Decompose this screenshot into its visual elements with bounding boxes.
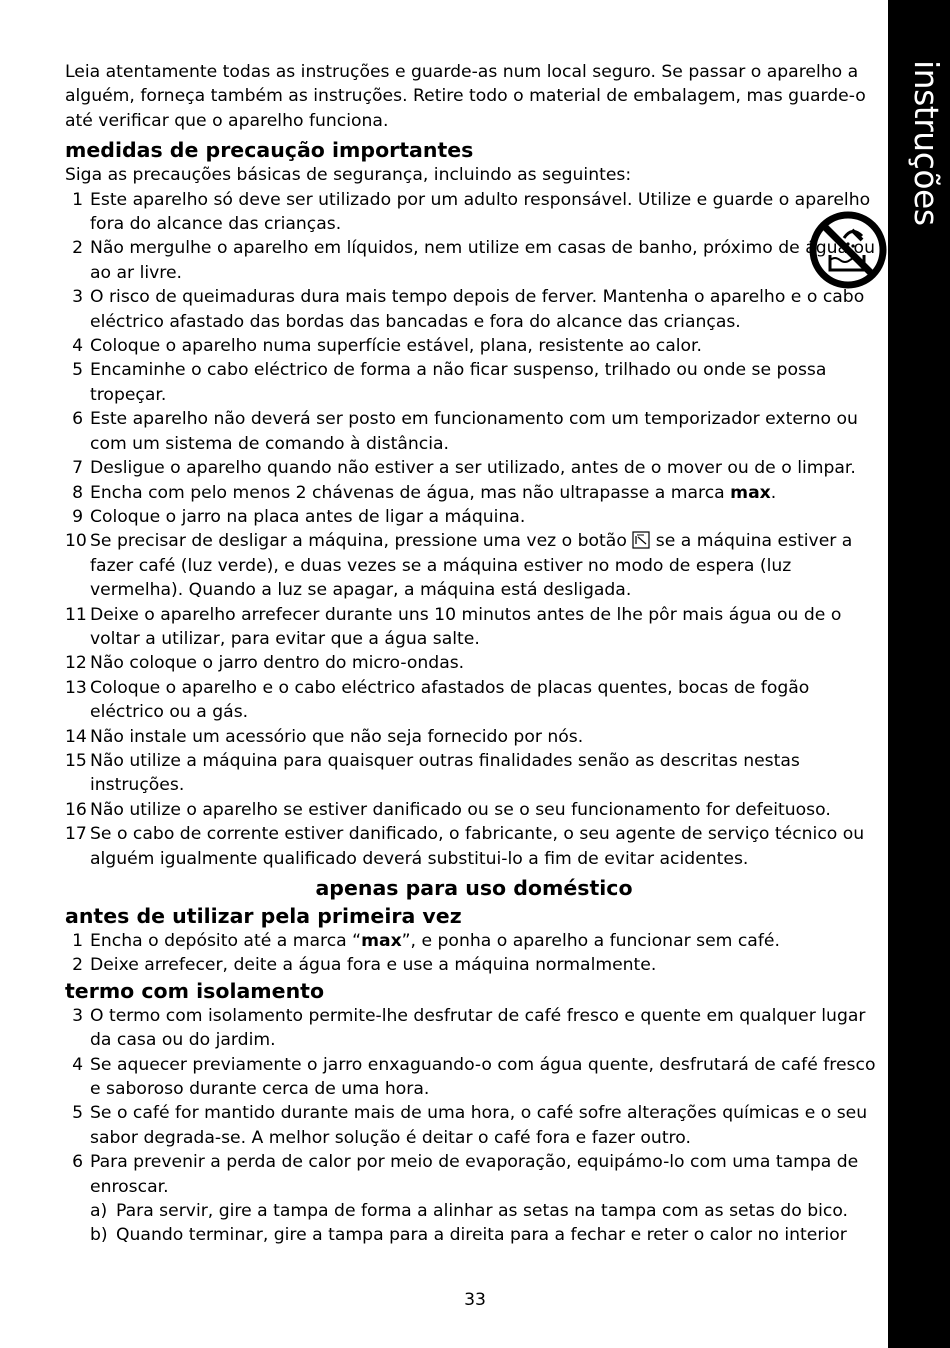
list-item-text: Deixe arrefecer, deite a água fora e use a máquina normalmente. bbox=[90, 955, 657, 976]
precautions-heading: medidas de precaução importantes bbox=[65, 138, 474, 163]
list-item: 13 Coloque o aparelho e o cabo eléctrico afastados de placas quentes, bocas de fogão eléctrico ou a gás. bbox=[65, 676, 883, 725]
list-item: 3 O risco de queimaduras dura mais tempo depois de ferver. Mantenha o aparelho e o cabo eléctrico afastado das bordas das bancadas e fora do alcance das crianças. bbox=[65, 285, 883, 334]
list-item: 15 Não utilize a máquina para quaisquer outras finalidades senão as descritas nestas instruções. bbox=[65, 749, 883, 798]
list-item-text: Encha o depósito até a marca “max”, e ponha o aparelho a funcionar sem café. bbox=[90, 931, 780, 951]
list-item: 6 Este aparelho não deverá ser posto em funcionamento com um temporizador externo ou com um sistema de comando à distância. bbox=[65, 407, 883, 456]
side-tab-label: instruções bbox=[907, 60, 946, 226]
list-item-text: Se aquecer previamente o jarro enxaguando-o com água quente, desfrutará de café fresco e saboroso durante cerca de uma hora. bbox=[90, 1054, 876, 1100]
list-item: 8 Encha com pelo menos 2 chávenas de água, mas não ultrapasse a marca max. bbox=[65, 481, 883, 505]
power-button-icon bbox=[632, 531, 650, 549]
page-content bbox=[65, 60, 883, 1248]
list-item-text: Desligue o aparelho quando não estiver a ser utilizado, antes de o mover ou de o limpar. bbox=[90, 458, 856, 479]
list-item-text: Se precisar de desligar a máquina, pressione uma vez o botão se a máquina estiver a fazer café (luz verde), e duas vezes se a máquina estiver no modo de espera (luz vermelha). Quando a luz se apagar, a máquina está desligada. bbox=[90, 531, 853, 601]
list-item-text: Quando terminar, gire a tampa para a direita para a fechar e reter o calor no interior bbox=[116, 1225, 847, 1246]
list-item-text: O risco de queimaduras dura mais tempo depois de ferver. Mantenha o aparelho e o cabo eléctrico afastado das bordas das bancadas e fora do alcance das crianças. bbox=[90, 287, 865, 332]
page-number: 33 bbox=[464, 1290, 486, 1310]
list-item: 6 Para prevenir a perda de calor por meio de evaporação, equipámo-lo com uma tampa de enroscar. bbox=[65, 1150, 883, 1199]
max-mark: max bbox=[361, 931, 402, 951]
list-item-text: Não instale um acessório que não seja fornecido por nós. bbox=[90, 726, 584, 747]
list-item: 7 Desligue o aparelho quando não estiver a ser utilizado, antes de o mover ou de o limpar. bbox=[65, 456, 883, 480]
list-item-text: Para servir, gire a tampa de forma a alinhar as setas na tampa com as setas do bico. bbox=[116, 1201, 849, 1222]
list-item-text: O termo com isolamento permite-lhe desfrutar de café fresco e quente em qualquer lugar da casa ou do jardim. bbox=[90, 1005, 866, 1051]
first-use-heading: antes de utilizar pela primeira vez bbox=[65, 904, 462, 928]
list-item: 1 Este aparelho só deve ser utilizado por um adulto responsável. Utilize e guarde o aparelho fora do alcance das crianças. bbox=[65, 188, 883, 237]
list-item: 9 Coloque o jarro na placa antes de ligar a máquina. bbox=[65, 505, 883, 529]
list-item-text: Para prevenir a perda de calor por meio de evaporação, equipámo-lo com uma tampa de enroscar. bbox=[90, 1152, 859, 1197]
thermo-sub-list bbox=[90, 1199, 883, 1248]
list-item: 11 Deixe o aparelho arrefecer durante uns 10 minutos antes de lhe pôr mais água ou de o voltar a utilizar, para evitar que a água salte. bbox=[65, 603, 883, 652]
list-item-text: Encaminhe o cabo eléctrico de forma a não ficar suspenso, trilhado ou onde se possa tropeçar. bbox=[90, 360, 827, 405]
list-item: 5 Se o café for mantido durante mais de uma hora, o café sofre alterações químicas e o seu sabor degrada-se. A melhor solução é deitar o café fora e fazer outro. bbox=[65, 1101, 883, 1150]
list-item: 17 Se o cabo de corrente estiver danificado, o fabricante, o seu agente de serviço técnico ou alguém igualmente qualificado deverá substitui-lo a fim de evitar acidentes. bbox=[65, 822, 883, 871]
list-item: 4 Se aquecer previamente o jarro enxaguando-o com água quente, desfrutará de café fresco e saboroso durante cerca de uma hora. bbox=[65, 1053, 883, 1102]
list-item-text: Não coloque o jarro dentro do micro-ondas. bbox=[90, 653, 465, 674]
list-item-text: Coloque o jarro na placa antes de ligar a máquina. bbox=[90, 506, 526, 527]
precautions-lead: Siga as precauções básicas de segurança, incluindo as seguintes: bbox=[65, 165, 632, 186]
list-item: 5 Encaminhe o cabo eléctrico de forma a não ficar suspenso, trilhado ou onde se possa tropeçar. bbox=[65, 358, 883, 407]
list-item-text: Coloque o aparelho numa superfície estável, plana, resistente ao calor. bbox=[90, 336, 703, 357]
list-item-text: Este aparelho só deve ser utilizado por um adulto responsável. Utilize e guarde o aparelho fora do alcance das crianças. bbox=[90, 189, 871, 235]
list-item: 2 Não mergulhe o aparelho em líquidos, nem utilize em casas de banho, próximo de água ou ao ar livre. bbox=[65, 236, 883, 285]
list-item-text: Se o café for mantido durante mais de uma hora, o café sofre alterações químicas e o seu sabor degrada-se. A melhor solução é deitar o café fora e fazer outro. bbox=[90, 1103, 868, 1148]
list-item: 16 Não utilize o aparelho se estiver danificado ou se o seu funcionamento for defeituoso. bbox=[65, 798, 883, 822]
list-item-text: Não utilize a máquina para quaisquer outras finalidades senão as descritas nestas instruções. bbox=[90, 750, 800, 796]
max-mark: max bbox=[730, 482, 771, 503]
list-item: b) Quando terminar, gire a tampa para a direita para a fechar e reter o calor no interior bbox=[90, 1223, 883, 1247]
list-item-text: Se o cabo de corrente estiver danificado, o fabricante, o seu agente de serviço técnico ou alguém igualmente qualificado deverá substitui-lo a fim de evitar acidentes. bbox=[90, 824, 865, 869]
list-item: 1 Encha o depósito até a marca “max”, e ponha o aparelho a funcionar sem café. bbox=[65, 929, 883, 953]
domestic-use-heading: apenas para uso doméstico bbox=[315, 876, 633, 900]
list-item-text: Este aparelho não deverá ser posto em funcionamento com um temporizador externo ou com um sistema de comando à distância. bbox=[90, 409, 858, 454]
intro-paragraph: Leia atentamente todas as instruções e guarde-as num local seguro. Se passar o aparelho a alguém, forneça também as instruções. Retire todo o material de embalagem, mas guarde-o até verificar que o aparelho funciona. bbox=[65, 62, 866, 131]
list-item-text: Deixe o aparelho arrefecer durante uns 10 minutos antes de lhe pôr mais água ou de o voltar a utilizar, para evitar que a água salte. bbox=[90, 604, 842, 649]
list-item-text: Não mergulhe o aparelho em líquidos, nem utilize em casas de banho, próximo de água ou ao ar livre. bbox=[90, 238, 875, 283]
list-item: 14 Não instale um acessório que não seja fornecido por nós. bbox=[65, 725, 883, 749]
list-item: 4 Coloque o aparelho numa superfície estável, plana, resistente ao calor. bbox=[65, 334, 883, 358]
thermo-list bbox=[65, 1004, 883, 1199]
list-item: 3 O termo com isolamento permite-lhe desfrutar de café fresco e quente em qualquer lugar da casa ou do jardim. bbox=[65, 1004, 883, 1053]
list-item: 10 Se precisar de desligar a máquina, pressione uma vez o botão se a máquina estiver a fazer café (luz verde), e duas vezes se a máquina estiver no modo de espera (luz vermelha). Quando a luz se apagar, a máquina está desligada. bbox=[65, 529, 883, 602]
precautions-list bbox=[65, 188, 883, 871]
list-item-text: Encha com pelo menos 2 chávenas de água, mas não ultrapasse a marca max. bbox=[90, 482, 777, 503]
first-use-list bbox=[65, 929, 883, 978]
list-item: a) Para servir, gire a tampa de forma a alinhar as setas na tampa com as setas do bico. bbox=[90, 1199, 883, 1223]
thermo-heading: termo com isolamento bbox=[65, 978, 325, 1003]
list-item-text: Não utilize o aparelho se estiver danificado ou se o seu funcionamento for defeituoso. bbox=[90, 799, 831, 820]
list-item: 12 Não coloque o jarro dentro do micro-ondas. bbox=[65, 651, 883, 675]
list-item-text: Coloque o aparelho e o cabo eléctrico afastados de placas quentes, bocas de fogão eléctrico ou a gás. bbox=[90, 677, 810, 723]
list-item: 2 Deixe arrefecer, deite a água fora e use a máquina normalmente. bbox=[65, 953, 883, 977]
